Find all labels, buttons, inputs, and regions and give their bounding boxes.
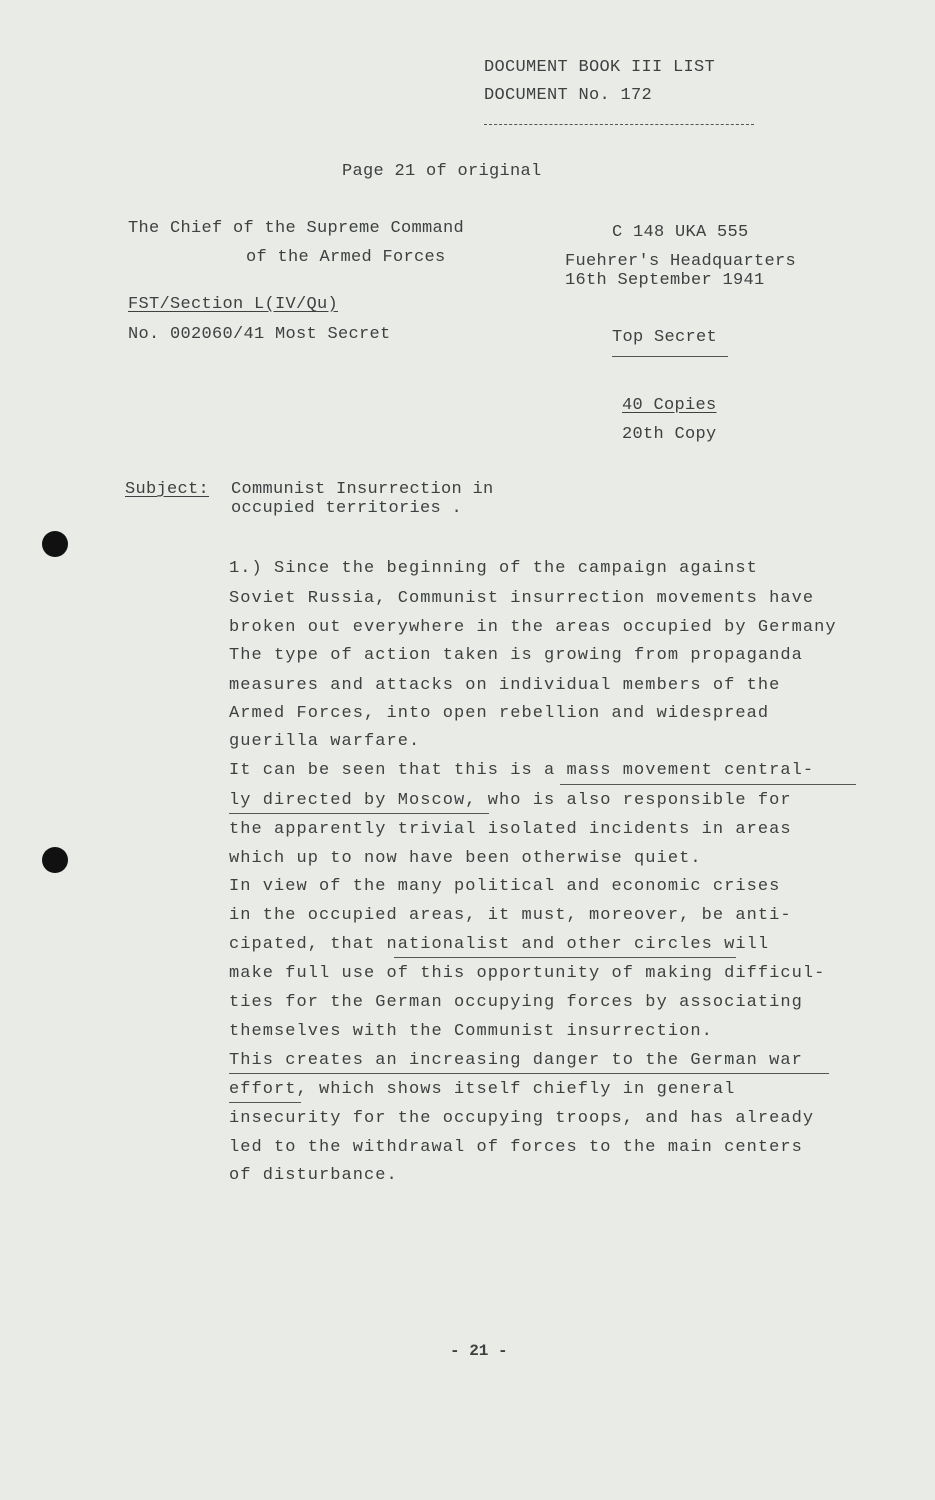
- body-line: ly directed by Moscow, who is also responsible for: [229, 791, 792, 810]
- punch-hole-top: [42, 531, 68, 557]
- body-line: insecurity for the occupying troops, and has already: [229, 1109, 815, 1128]
- body-line: broken out everywhere in the areas occupied by Germany: [229, 618, 837, 637]
- page-reference: Page 21 of original: [342, 162, 542, 181]
- headquarters-location: Fuehrer's Headquarters: [565, 252, 797, 271]
- underline-effort: [229, 1102, 301, 1103]
- punch-hole-bottom: [42, 847, 68, 873]
- body-line: which up to now have been otherwise quiet.: [229, 849, 702, 868]
- body-line: 1.) Since the beginning of the campaign against: [229, 559, 758, 578]
- body-line: guerilla warfare.: [229, 732, 421, 751]
- sender-line-2: of the Armed Forces: [246, 248, 446, 267]
- document-book-label: DOCUMENT BOOK III LIST: [484, 58, 716, 77]
- file-number: No. 002060/41 Most Secret: [128, 325, 391, 344]
- classification-rule: [612, 356, 728, 357]
- subject-line-2: occupied territories .: [231, 499, 463, 518]
- document-number: DOCUMENT No. 172: [484, 86, 653, 105]
- underline-nationalist-circles: [394, 957, 736, 958]
- section-reference: FST/Section L(IV/Qu): [128, 295, 339, 314]
- body-line: cipated, that nationalist and other circles will: [229, 935, 770, 954]
- copy-number: 20th Copy: [622, 425, 717, 444]
- body-line: Armed Forces, into open rebellion and widespread: [229, 704, 770, 723]
- body-line: of disturbance.: [229, 1166, 398, 1185]
- body-line: make full use of this opportunity of making difficul-: [229, 964, 826, 983]
- body-line: led to the withdrawal of forces to the main centers: [229, 1138, 803, 1157]
- underline-mass-movement: [560, 784, 856, 785]
- body-line: In view of the many political and economic crises: [229, 877, 781, 896]
- body-line: This creates an increasing danger to the German war: [229, 1051, 803, 1070]
- page-number: - 21 -: [450, 1342, 508, 1360]
- body-line: The type of action taken is growing from propaganda: [229, 646, 803, 665]
- document-date: 16th September 1941: [565, 271, 765, 290]
- underline-increasing-danger: [229, 1073, 829, 1074]
- body-line: in the occupied areas, it must, moreover, be anti-: [229, 906, 792, 925]
- body-line: effort, which shows itself chiefly in general: [229, 1080, 736, 1099]
- body-line: the apparently trivial isolated incidents in areas: [229, 820, 792, 839]
- body-line: It can be seen that this is a mass movement central-: [229, 761, 815, 780]
- underline-directed-by-moscow: [229, 813, 489, 814]
- copies-count: 40 Copies: [622, 396, 717, 415]
- body-line: Soviet Russia, Communist insurrection movements have: [229, 589, 815, 608]
- classification: Top Secret: [612, 328, 718, 347]
- body-line: ties for the German occupying forces by associating: [229, 993, 803, 1012]
- sender-line-1: The Chief of the Supreme Command: [128, 219, 465, 238]
- subject-line-1: Communist Insurrection in: [231, 480, 494, 499]
- body-line: themselves with the Communist insurrection.: [229, 1022, 713, 1041]
- header-dashed-rule: [484, 124, 754, 125]
- body-line: measures and attacks on individual members of the: [229, 676, 781, 695]
- subject-label: Subject:: [125, 480, 210, 499]
- routing-code: C 148 UKA 555: [612, 223, 749, 242]
